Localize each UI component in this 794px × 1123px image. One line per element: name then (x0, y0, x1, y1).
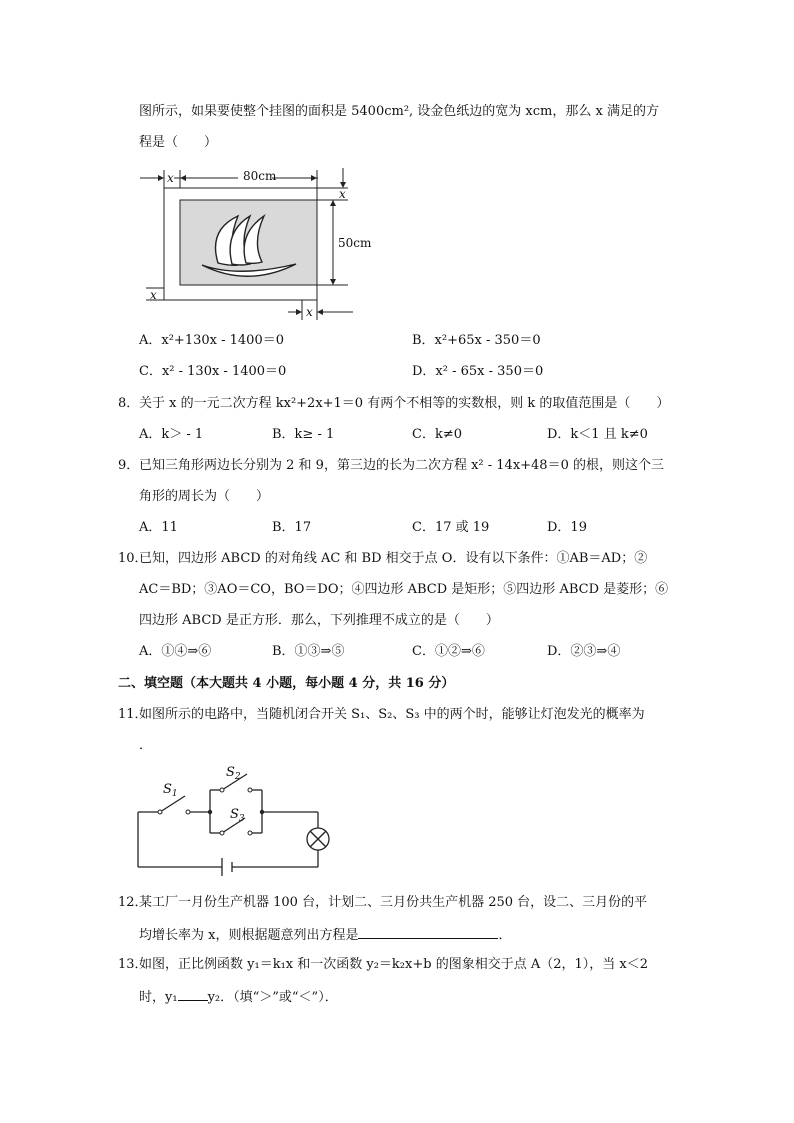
q7-stem-line1: 图所示，如果要使整个挂图的面积是 5400cm², 设金色纸边的宽为 xcm，那么 x 满足的方 (139, 104, 659, 119)
s2-label: $S_2$ (226, 765, 241, 782)
q11-number: 11． (118, 707, 148, 722)
s1-label: $S_1$ (163, 782, 178, 799)
q7-width-label: 80cm (243, 169, 277, 183)
q9-option-c[interactable]: C．17 或 19 (412, 520, 490, 535)
q12-number: 12． (118, 895, 148, 910)
q10-option-b[interactable]: B．①③⇒⑤ (272, 644, 345, 659)
q7-x-bottom-left: x (150, 288, 157, 302)
q8-number: 8． (118, 396, 140, 411)
q11-circuit-figure (130, 760, 340, 875)
q7-stem-line2: 程是（ ） (139, 135, 218, 150)
q10-option-c[interactable]: C．①②⇒⑥ (412, 644, 485, 659)
q13-stem-line2 (139, 986, 338, 1008)
q8-option-c[interactable]: C．k≠0 (412, 427, 462, 442)
q10-stem-line1: 已知，四边形 ABCD 的对角线 AC 和 BD 相交于点 O．设有以下条件：①AB＝AD；② (139, 551, 648, 566)
q7-x-bottom-right: x (306, 305, 313, 319)
q7-option-c[interactable]: C．x² - 130x - 1400＝0 (139, 364, 287, 379)
q7-option-a[interactable]: A．x²+130x - 1400＝0 (139, 333, 284, 348)
q13-stem-line1: 如图，正比例函数 y₁＝k₁x 和一次函数 y₂＝k₂x+b 的图象相交于点 A（2，1），当 x＜2 (139, 957, 648, 972)
q12-line2-end: ． (498, 928, 512, 943)
q8-option-b[interactable]: B．k≥ - 1 (272, 427, 335, 442)
s3-label: $S_3$ (230, 807, 245, 824)
q12-answer-blank[interactable] (358, 924, 498, 939)
q13-answer-blank[interactable] (178, 986, 208, 1001)
q13-line2-rest: y₂．（填“＞”或“＜”）． (207, 990, 338, 1005)
q12-stem-line2 (139, 924, 511, 946)
q8-stem: 关于 x 的一元二次方程 kx²+2x+1＝0 有两个不相等的实数根，则 k 的取值范围是（ ） (139, 396, 670, 411)
q11-stem-line2: ． (139, 738, 153, 753)
q12-line2-text: 均增长率为 x，则根据题意列出方程是 (139, 928, 359, 943)
q10-option-a[interactable]: A．①④⇒⑥ (139, 644, 212, 659)
q7-option-d[interactable]: D．x² - 65x - 350＝0 (412, 364, 544, 379)
q10-stem-line2: AC＝BD；③AO＝CO，BO＝DO；④四边形 ABCD 是矩形；⑤四边形 ABCD 是菱形；⑥ (139, 582, 669, 597)
q9-option-b[interactable]: B．17 (272, 520, 312, 535)
q8-option-d[interactable]: D．k＜1 且 k≠0 (547, 427, 648, 442)
q13-line2-pre: 时，y₁ (139, 990, 178, 1005)
q10-option-d[interactable]: D．②③⇒④ (547, 644, 621, 659)
q10-number: 10． (118, 551, 148, 566)
q7-x-top-left: x (167, 171, 174, 185)
q11-stem-line1: 如图所示的电路中，当随机闭合开关 S₁、S₂、S₃ 中的两个时，能够让灯泡发光的概率为 (139, 707, 645, 722)
q7-height-label: 50cm (338, 236, 372, 250)
q9-number: 9． (118, 458, 140, 473)
q9-option-a[interactable]: A．11 (139, 520, 178, 535)
q9-stem-line1: 已知三角形两边长分别为 2 和 9，第三边的长为二次方程 x² - 14x+48＝0 的根，则这个三 (139, 458, 664, 473)
section-fill-in-title: 二、填空题（本大题共 4 小题，每小题 4 分，共 16 分） (118, 676, 455, 691)
q10-stem-line3: 四边形 ABCD 是正方形．那么，下列推理不成立的是（ ） (139, 613, 499, 628)
q9-stem-line2: 角形的周长为（ ） (139, 489, 270, 504)
q9-option-d[interactable]: D．19 (547, 520, 587, 535)
q7-option-b[interactable]: B．x²+65x - 350＝0 (412, 333, 541, 348)
q8-option-a[interactable]: A．k＞ - 1 (139, 427, 204, 442)
q12-stem-line1: 某工厂一月份生产机器 100 台，计划二、三月份共生产机器 250 台，设二、三月份的平 (139, 895, 648, 910)
q7-frame-figure (138, 160, 372, 322)
q13-number: 13． (118, 957, 148, 972)
q7-x-top-right: x (339, 187, 346, 201)
